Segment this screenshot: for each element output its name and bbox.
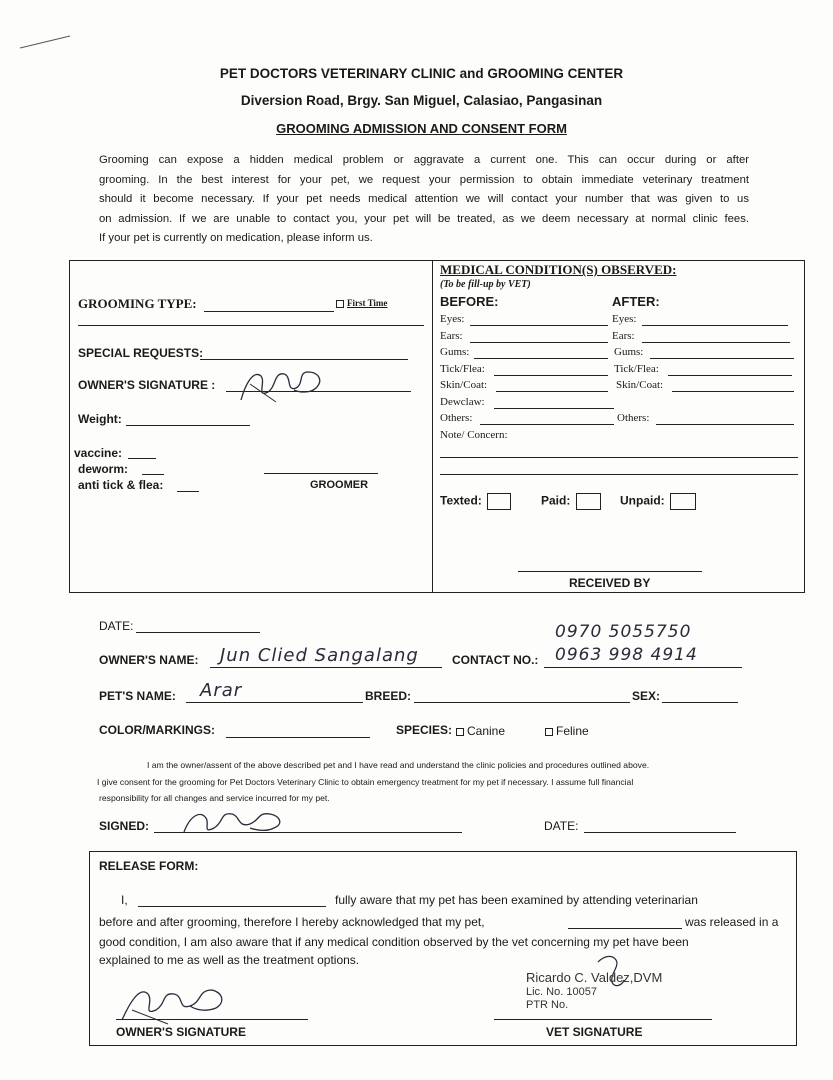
release-line-2 <box>99 915 791 929</box>
paid-label: Paid: <box>541 493 571 508</box>
pet-name-field[interactable] <box>186 702 363 703</box>
before-eyes-field[interactable] <box>470 325 608 326</box>
consent-paragraph <box>99 757 789 807</box>
date-field[interactable] <box>136 632 260 633</box>
sex-field[interactable] <box>662 702 738 703</box>
vet-stamp-lic: Lic. No. 10057 <box>526 986 597 998</box>
before-dewclaw-label: Dewclaw: <box>440 396 485 408</box>
intro-line: should it become necessary. If your pet needs medical attention we will contact your number that was given to us <box>99 193 749 205</box>
owner-name-value: Jun Clied Sangalang <box>220 645 419 666</box>
deworm-label: deworm: <box>78 462 129 476</box>
vet-stamp-ptr: PTR No. <box>526 999 569 1011</box>
signed-label: SIGNED: <box>99 819 150 833</box>
medical-box <box>432 260 805 593</box>
clinic-name: PET DOCTORS VETERINARY CLINIC and GROOMING CENTER <box>219 66 624 81</box>
release-pet-name-field[interactable] <box>568 928 682 929</box>
date-label: DATE: <box>99 619 134 633</box>
after-others-label: Others: <box>617 412 650 424</box>
clinic-address: Diversion Road, Brgy. San Miguel, Calasiao, Pangasinan <box>240 93 603 108</box>
contact-label: CONTACT NO.: <box>452 653 539 667</box>
feline-option[interactable] <box>545 724 589 738</box>
medical-subtitle: (To be fill-up by VET) <box>440 279 531 290</box>
before-others-label: Others: <box>440 412 473 424</box>
medical-title: MEDICAL CONDITION(S) OBSERVED: <box>440 262 677 277</box>
species-label: SPECIES: <box>396 723 453 737</box>
special-requests-field[interactable] <box>200 359 408 360</box>
deworm-field[interactable] <box>142 474 164 475</box>
before-gums-field[interactable] <box>474 358 608 359</box>
sex-label: SEX: <box>632 689 661 703</box>
first-time-option[interactable] <box>336 298 387 308</box>
unpaid-checkbox[interactable] <box>670 493 696 510</box>
signed-date-field[interactable] <box>584 832 736 833</box>
canine-checkbox[interactable] <box>456 728 464 736</box>
after-others-field[interactable] <box>656 424 794 425</box>
before-tick-label: Tick/Flea: <box>440 363 485 375</box>
owner-signature-scribble <box>236 362 336 407</box>
before-others-field[interactable] <box>480 424 614 425</box>
release-owner-name-field[interactable] <box>138 906 326 907</box>
groomer-label: GROOMER <box>310 479 369 491</box>
after-gums-field[interactable] <box>650 358 794 359</box>
paid-checkbox[interactable] <box>576 493 601 510</box>
vet-stamp-name: Ricardo C. Valdez,DVM <box>526 970 663 985</box>
vaccine-field[interactable] <box>128 458 156 459</box>
owner-name-field[interactable] <box>210 667 442 668</box>
unpaid-label: Unpaid: <box>620 493 665 508</box>
release-owner-signature-label: OWNER'S SIGNATURE <box>116 1025 246 1039</box>
after-eyes-label: Eyes: <box>612 313 637 325</box>
first-time-checkbox[interactable] <box>336 300 344 308</box>
texted-checkbox[interactable] <box>487 493 511 510</box>
after-skin-field[interactable] <box>672 391 794 392</box>
canine-label: Canine <box>467 724 506 738</box>
before-skin-field[interactable] <box>496 391 608 392</box>
color-markings-field[interactable] <box>226 737 370 738</box>
after-skin-label: Skin/Coat: <box>616 379 664 391</box>
release-text-2: before and after grooming, therefore I hereby acknowledged that my pet, <box>99 915 485 929</box>
texted-label: Texted: <box>440 493 482 508</box>
owner-signature-label: OWNER'S SIGNATURE : <box>78 378 216 392</box>
groomer-signature-field[interactable] <box>264 473 378 474</box>
intro-line: Grooming can expose a hidden medical problem or aggravate a current one. This can occur during or after <box>99 154 749 166</box>
vaccine-label: vaccine: <box>74 446 123 460</box>
paid-option[interactable] <box>541 493 601 510</box>
contact-value-1: 0970 5055750 <box>555 622 692 642</box>
feline-checkbox[interactable] <box>545 728 553 736</box>
anti-tick-label: anti tick & flea: <box>78 478 164 492</box>
before-label: BEFORE: <box>440 294 499 309</box>
owner-name-label: OWNER'S NAME: <box>99 653 199 667</box>
weight-label: Weight: <box>78 412 122 426</box>
intro-paragraph <box>99 151 749 249</box>
release-owner-signature-field[interactable] <box>116 1019 308 1020</box>
before-dewclaw-field[interactable] <box>494 408 614 409</box>
release-text-2b: was released in a <box>685 915 779 929</box>
after-gums-label: Gums: <box>614 346 644 358</box>
before-skin-label: Skin/Coat: <box>440 379 488 391</box>
note-line-1[interactable] <box>440 457 798 458</box>
breed-field[interactable] <box>414 702 630 703</box>
after-ears-label: Ears: <box>612 330 635 342</box>
signed-date-label: DATE: <box>544 819 579 833</box>
canine-option[interactable] <box>456 724 505 738</box>
first-time-label: First Time <box>347 298 388 308</box>
before-ears-field[interactable] <box>470 342 608 343</box>
intro-line: grooming. In the best interest for your pet, we request your permission to obtain immediate veterinary treatment <box>99 173 749 186</box>
texted-option[interactable] <box>440 493 511 510</box>
consent-line: I give consent for the grooming for Pet Doctors Veterinary Clinic to obtain emergency treatment for my pet if necessary. I assume full financial <box>97 776 634 787</box>
contact-value-2: 0963 998 4914 <box>555 645 698 665</box>
before-ears-label: Ears: <box>440 330 463 342</box>
grooming-type-label: GROOMING TYPE: <box>78 296 197 311</box>
vet-initial-scribble <box>592 952 628 992</box>
intro-line: If your pet is currently on medication, please inform us. <box>99 232 373 244</box>
breed-label: BREED: <box>365 689 412 703</box>
before-tick-field[interactable] <box>494 375 608 376</box>
release-i-label: I, <box>121 893 128 907</box>
intro-line: on admission. If we are unable to contact you, your pet will be treated, as we deem necessary at normal clinic fees. <box>99 212 749 225</box>
after-tick-field[interactable] <box>668 375 792 376</box>
received-by-label: RECEIVED BY <box>569 576 651 590</box>
unpaid-option[interactable] <box>620 493 696 510</box>
grooming-type-field-2[interactable] <box>78 325 424 326</box>
special-requests-label: SPECIAL REQUESTS: <box>78 346 204 360</box>
release-title: RELEASE FORM: <box>99 859 199 873</box>
vet-signature-field[interactable] <box>494 1019 712 1020</box>
pet-name-label: PET'S NAME: <box>99 689 176 703</box>
before-gums-label: Gums: <box>440 346 470 358</box>
anti-tick-field[interactable] <box>177 491 199 492</box>
received-by-field[interactable] <box>518 571 702 572</box>
after-tick-label: Tick/Flea: <box>614 363 659 375</box>
after-label: AFTER: <box>612 294 660 309</box>
before-eyes-label: Eyes: <box>440 313 465 325</box>
grooming-type-field[interactable] <box>204 311 334 312</box>
note-line-2[interactable] <box>440 474 798 475</box>
vet-signature-label: VET SIGNATURE <box>546 1025 643 1039</box>
pen-mark <box>20 34 72 50</box>
pet-name-value: Arar <box>200 680 243 701</box>
consent-signature-scribble <box>180 806 300 838</box>
after-eyes-field[interactable] <box>642 325 788 326</box>
form-title: GROOMING ADMISSION AND CONSENT FORM <box>276 121 567 136</box>
release-line-3: good condition, I am also aware that if any medical condition observed by the vet concerning my pet have been <box>99 935 689 949</box>
release-line-4: explained to me as well as the treatment options. <box>99 953 360 967</box>
color-markings-label: COLOR/MARKINGS: <box>99 723 215 737</box>
consent-line: responsibility for all changes and service incurred for my pet. <box>99 793 330 803</box>
feline-label: Feline <box>556 724 589 738</box>
note-concern-label: Note/ Concern: <box>440 429 508 441</box>
release-text-1: fully aware that my pet has been examined by attending veterinarian <box>335 893 698 907</box>
contact-field[interactable] <box>544 667 742 668</box>
after-ears-field[interactable] <box>642 342 790 343</box>
weight-field[interactable] <box>126 425 250 426</box>
consent-line: I am the owner/assent of the above described pet and I have read and understand the clinic policies and procedures outlined above. <box>147 760 650 770</box>
